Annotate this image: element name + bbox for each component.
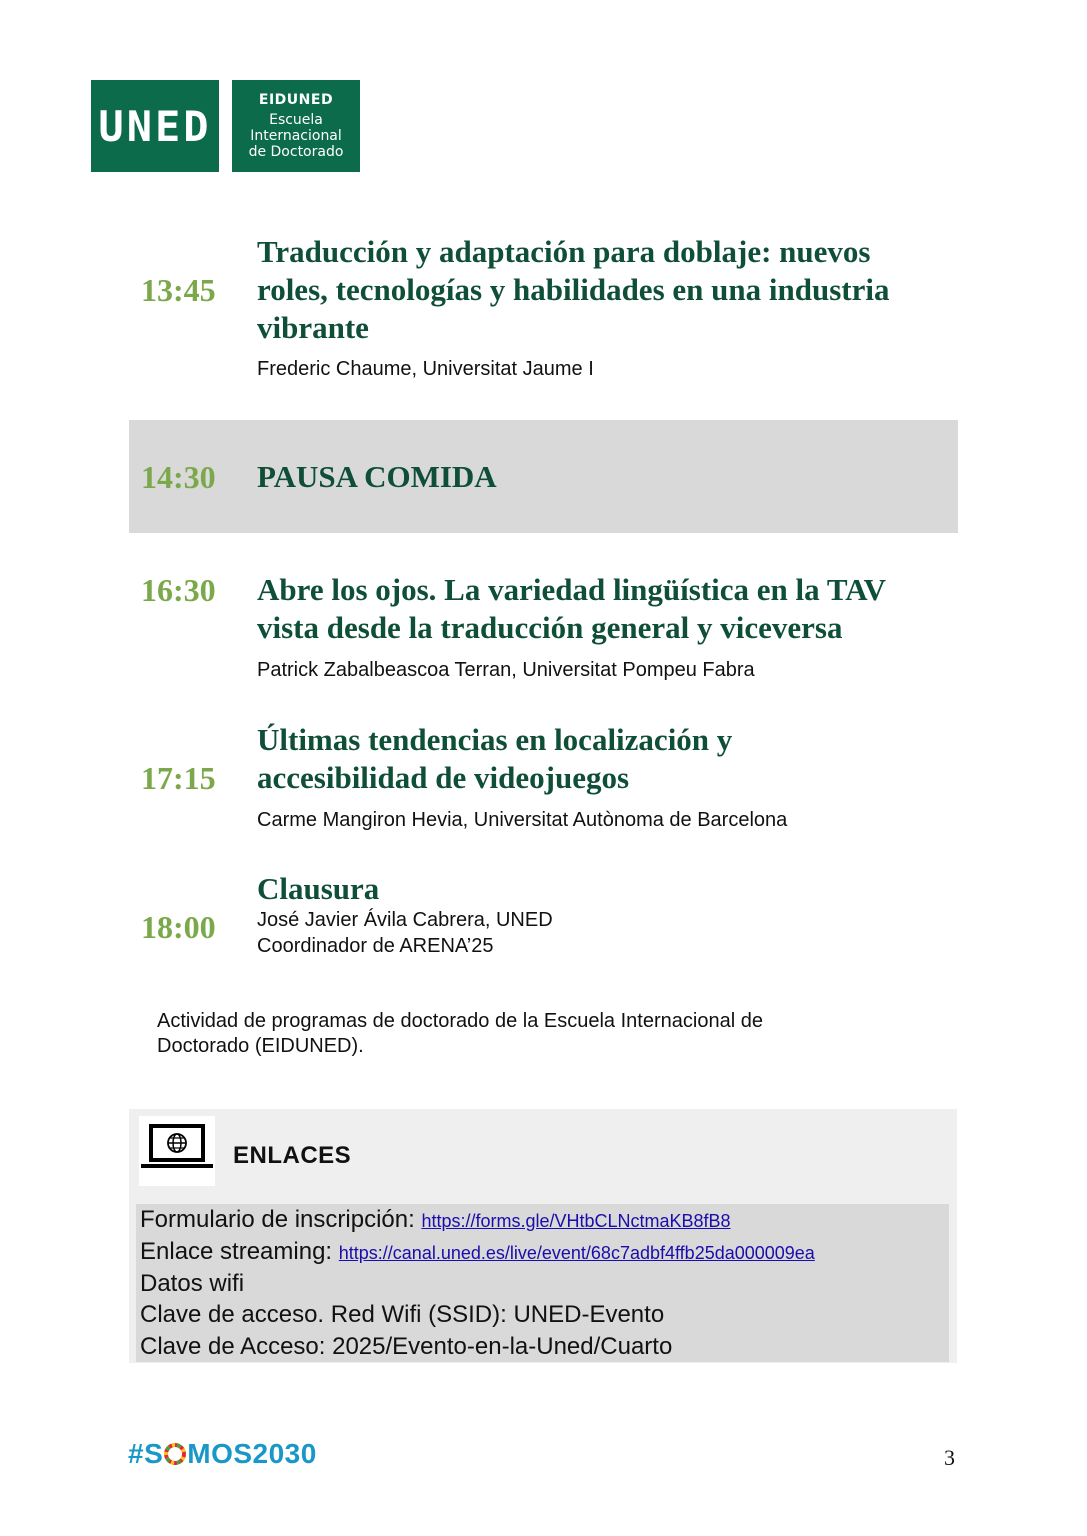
session-title-line: vista desde la traducción general y viceversa: [257, 610, 843, 645]
sdg-wheel-icon: [164, 1443, 186, 1465]
hashtag-end: MOS2030: [187, 1438, 317, 1469]
session-speaker: Carme Mangiron Hevia, Universitat Autònoma de Barcelona: [257, 809, 788, 831]
session-title: [257, 571, 957, 647]
links-heading: ENLACES: [233, 1142, 352, 1169]
registration-row: [140, 1205, 731, 1236]
session-title-line: roles, tecnologías y habilidades en una industria: [257, 272, 890, 307]
session-time: 14:30: [141, 459, 216, 495]
wifi-password: Clave de Acceso: 2025/Evento-en-la-Uned/Cuarto: [140, 1333, 673, 1360]
eiduned-logo-line-3: Internacional: [250, 128, 342, 144]
session-time: 13:45: [141, 272, 216, 308]
laptop-globe-icon: [139, 1116, 215, 1186]
streaming-row: [140, 1237, 815, 1268]
somos2030-hashtag: [128, 1438, 317, 1470]
session-time: 17:15: [141, 760, 216, 796]
streaming-label: Enlace streaming:: [140, 1238, 339, 1265]
wifi-ssid: Clave de acceso. Red Wifi (SSID): UNED-Evento: [140, 1301, 665, 1328]
uned-logo-text: UNED: [98, 101, 212, 151]
session-title: [257, 721, 957, 797]
hashtag-start: #S: [128, 1438, 164, 1469]
session-title-line: Abre los ojos. La variedad lingüística en la TAV: [257, 572, 886, 607]
session-title-line: Traducción y adaptación para doblaje: nuevos: [257, 234, 871, 269]
session-title-line: vibrante: [257, 310, 369, 345]
session-title: [257, 233, 957, 347]
session-title-line: Últimas tendencias en localización y: [257, 722, 733, 757]
session-speaker: [257, 907, 957, 959]
registration-label: Formulario de inscripción:: [140, 1206, 422, 1233]
activity-note-line: Doctorado (EIDUNED).: [157, 1035, 364, 1057]
eiduned-logo-line-1: EIDUNED: [258, 92, 334, 108]
session-time: 18:00: [141, 909, 216, 945]
eiduned-logo: [232, 80, 360, 172]
activity-note: [157, 1009, 877, 1059]
registration-link[interactable]: https://forms.gle/VHtbCLNctmaKB8fB8: [421, 1211, 731, 1231]
session-speaker-line: José Javier Ávila Cabrera, UNED: [257, 909, 553, 931]
wifi-title: Datos wifi: [140, 1270, 245, 1297]
session-speaker: Patrick Zabalbeascoa Terran, Universitat Pompeu Fabra: [257, 659, 755, 681]
page-number: 3: [944, 1445, 955, 1470]
session-title-line: accesibilidad de videojuegos: [257, 760, 630, 795]
session-time: 16:30: [141, 572, 216, 608]
session-speaker: Frederic Chaume, Universitat Jaume I: [257, 358, 594, 380]
eiduned-logo-line-4: de Doctorado: [248, 144, 344, 160]
eiduned-logo-line-2: Escuela: [269, 112, 323, 128]
session-title: PAUSA COMIDA: [257, 459, 497, 494]
streaming-link[interactable]: https://canal.uned.es/live/event/68c7adbf4ffb25da000009ea: [338, 1243, 815, 1263]
session-title: Clausura: [257, 871, 380, 906]
session-speaker-line: Coordinador de ARENA’25: [257, 935, 494, 957]
activity-note-line: Actividad de programas de doctorado de la Escuela Internacional de: [157, 1010, 763, 1032]
uned-logo: [91, 80, 219, 172]
